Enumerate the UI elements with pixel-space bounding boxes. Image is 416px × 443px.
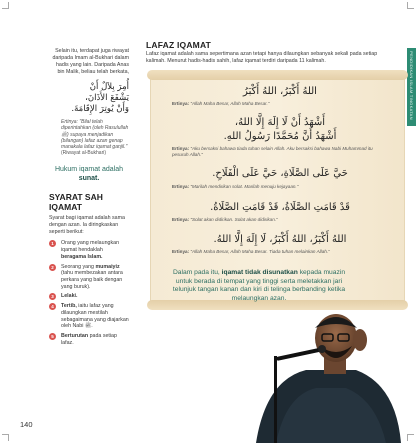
- scroll-top-curl: [147, 70, 408, 80]
- crop-mark: [2, 434, 9, 441]
- hadith-arabic-line: يَشْفَعَ الأَذَانَ،: [85, 93, 129, 103]
- meaning-text: "Solat akan didirikan. Solat akan didirikan.": [190, 217, 278, 222]
- iqamat-meaning: [172, 217, 387, 223]
- iqamat-meaning: [172, 249, 387, 255]
- intro-paragraph: Selain itu, terdapat juga riwayat daripada Imam al-Bukhari dalam hadis yang lain. Daripada Anas bin Malik, beliau telah berkata,: [52, 48, 129, 75]
- iqamat-arabic-line: اللهُ أَكْبَرُ، اللهُ أَكْبَرُ، لَا إِلَهَ إِلَّا اللهُ.: [213, 234, 347, 245]
- hadith-translation: Ertinya: "Bilal telah diperintahkan (oleh Rasulullah ﷺ) supaya menjadikan (bilangan) lafaz azan genap manakala lafaz iqamat ganjil.": [61, 119, 129, 151]
- list-item: [49, 303, 129, 330]
- list-item-rest: (tahu membezakan antara perkara yang baik dengan yang buruk).: [61, 270, 123, 290]
- list-item: [49, 293, 129, 300]
- list-number-badge: 1: [49, 240, 56, 247]
- syarat-intro: Syarat bagi iqamat adalah sama dengan azan. Ia diringkaskan seperti berikut:: [49, 215, 125, 236]
- page-number: 140: [20, 420, 33, 429]
- muazin-illustration: [236, 300, 401, 443]
- meaning-text: "Aku bersaksi bahawa tiada tuhan selain Allah. Aku bersaksi bahawa Nabi Muhammad itu pesuruh Allah.": [172, 146, 373, 157]
- list-item-text: Seorang yang: [61, 263, 94, 270]
- list-item: [49, 240, 129, 260]
- syarat-heading-line: IQAMAT: [49, 201, 82, 212]
- list-item-text: Orang yang melaungkan iqamat hendaklah: [61, 240, 120, 254]
- iqamat-arabic-line: اللهُ أَكْبَرُ، اللهُ أَكْبَرُ: [243, 86, 317, 97]
- meaning-text: "Marilah mendirikan solat. Marilah menuju kejayaan.": [190, 184, 299, 189]
- list-item-bold: beragama Islam.: [61, 253, 103, 260]
- iqamat-meaning: [172, 146, 387, 158]
- hadith-arabic: [49, 82, 129, 115]
- hadith-arabic-line: أُمِرَ بِلاَلٌ أَنْ: [89, 82, 129, 92]
- hukum-text: Hukum iqamat adalah: [54, 166, 124, 174]
- syarat-list: [49, 240, 129, 346]
- list-number-badge: 3: [49, 293, 56, 300]
- hukum-callout: [49, 166, 129, 183]
- note-pre: Dalam pada itu,: [172, 269, 220, 276]
- hadith-source: (Riwayat al-Bukhari): [61, 150, 107, 157]
- list-item-bold: Berturutan: [61, 332, 89, 339]
- chapter-side-tab: [407, 48, 416, 126]
- list-number-badge: 5: [49, 333, 56, 340]
- note-post: kepada muazin untuk berada di tempat yang tinggi serta meletakkan jari telunjuk tangan kanan dan kiri di telinga berbanding ketika melaungkan azan.: [172, 269, 346, 302]
- iqamat-arabic-line: أَشْهَدُ أَنَّ مُحَمَّدًا رَسُولُ اللهِ.: [223, 131, 337, 142]
- iqamat-arabic-line: قَدْ قَامَتِ الصَّلَاةُ، قَدْ قَامَتِ الصَّلَاةُ.: [210, 202, 350, 213]
- list-item-bold: Lelaki.: [61, 293, 78, 300]
- list-number-badge: 4: [49, 303, 56, 310]
- list-item-rest: iaitu lafaz yang dilaungkan mestilah sebagaimana yang diajarkan oleh Nabi ﷺ.: [61, 303, 129, 330]
- meaning-label: Ertinya:: [172, 101, 190, 106]
- list-number-badge: 2: [49, 264, 56, 271]
- meaning-text: "Allah Maha Besar, Allah Maha Besar.": [190, 101, 270, 106]
- hadith-arabic-line: وَأَنْ يُوتِرَ الإِقَامَةَ.: [71, 104, 129, 114]
- iqamat-arabic-line: حَيَّ عَلَى الصَّلَاةِ، حَيَّ عَلَى الْفَلَاحِ.: [212, 168, 348, 179]
- list-item: [49, 333, 129, 346]
- iqamat-arabic-line: أَشْهَدُ أَنْ لَا إِلَهَ إِلَّا اللهُ،: [234, 117, 326, 128]
- syarat-heading-line: SYARAT SAH: [49, 192, 103, 203]
- list-item-rest: pada setiap lafaz.: [61, 332, 117, 346]
- meaning-label: Ertinya:: [172, 217, 190, 222]
- list-item-bold: Tertib,: [61, 303, 77, 310]
- side-tab-label: PENDIDIKAN ISLAM TINGKATAN: [409, 51, 414, 120]
- iqamat-note: [164, 269, 354, 303]
- section-title: LAFAZ IQAMAT: [146, 40, 212, 50]
- section-intro: Lafaz iqamat adalah sama sepertimana azan tetapi hanya dilaungkan sebanyak sekali pada setiap kalimah. Menurut hadis-hadis sahih, lafaz iqamat terdiri daripada 11 kalimah.: [146, 51, 378, 64]
- muazin-photo: [236, 300, 401, 443]
- list-item: [49, 264, 129, 291]
- meaning-label: Ertinya:: [172, 146, 190, 151]
- meaning-label: Ertinya:: [172, 184, 190, 189]
- left-column: [49, 48, 129, 349]
- note-bold: iqamat tidak disunatkan: [221, 269, 298, 276]
- list-item-bold: mumaiyiz: [95, 263, 120, 270]
- meaning-text: "Allah Maha Besar, Allah Maha Besar. Tiada tuhan melainkan Allah.": [190, 249, 330, 254]
- iqamat-meaning: [172, 101, 387, 107]
- meaning-label: Ertinya:: [172, 249, 190, 254]
- crop-mark: [407, 434, 414, 441]
- crop-mark: [2, 2, 9, 9]
- hukum-bold: sunat.: [78, 174, 100, 182]
- iqamat-meaning: [172, 184, 387, 190]
- syarat-heading: [49, 193, 129, 212]
- crop-mark: [407, 2, 414, 9]
